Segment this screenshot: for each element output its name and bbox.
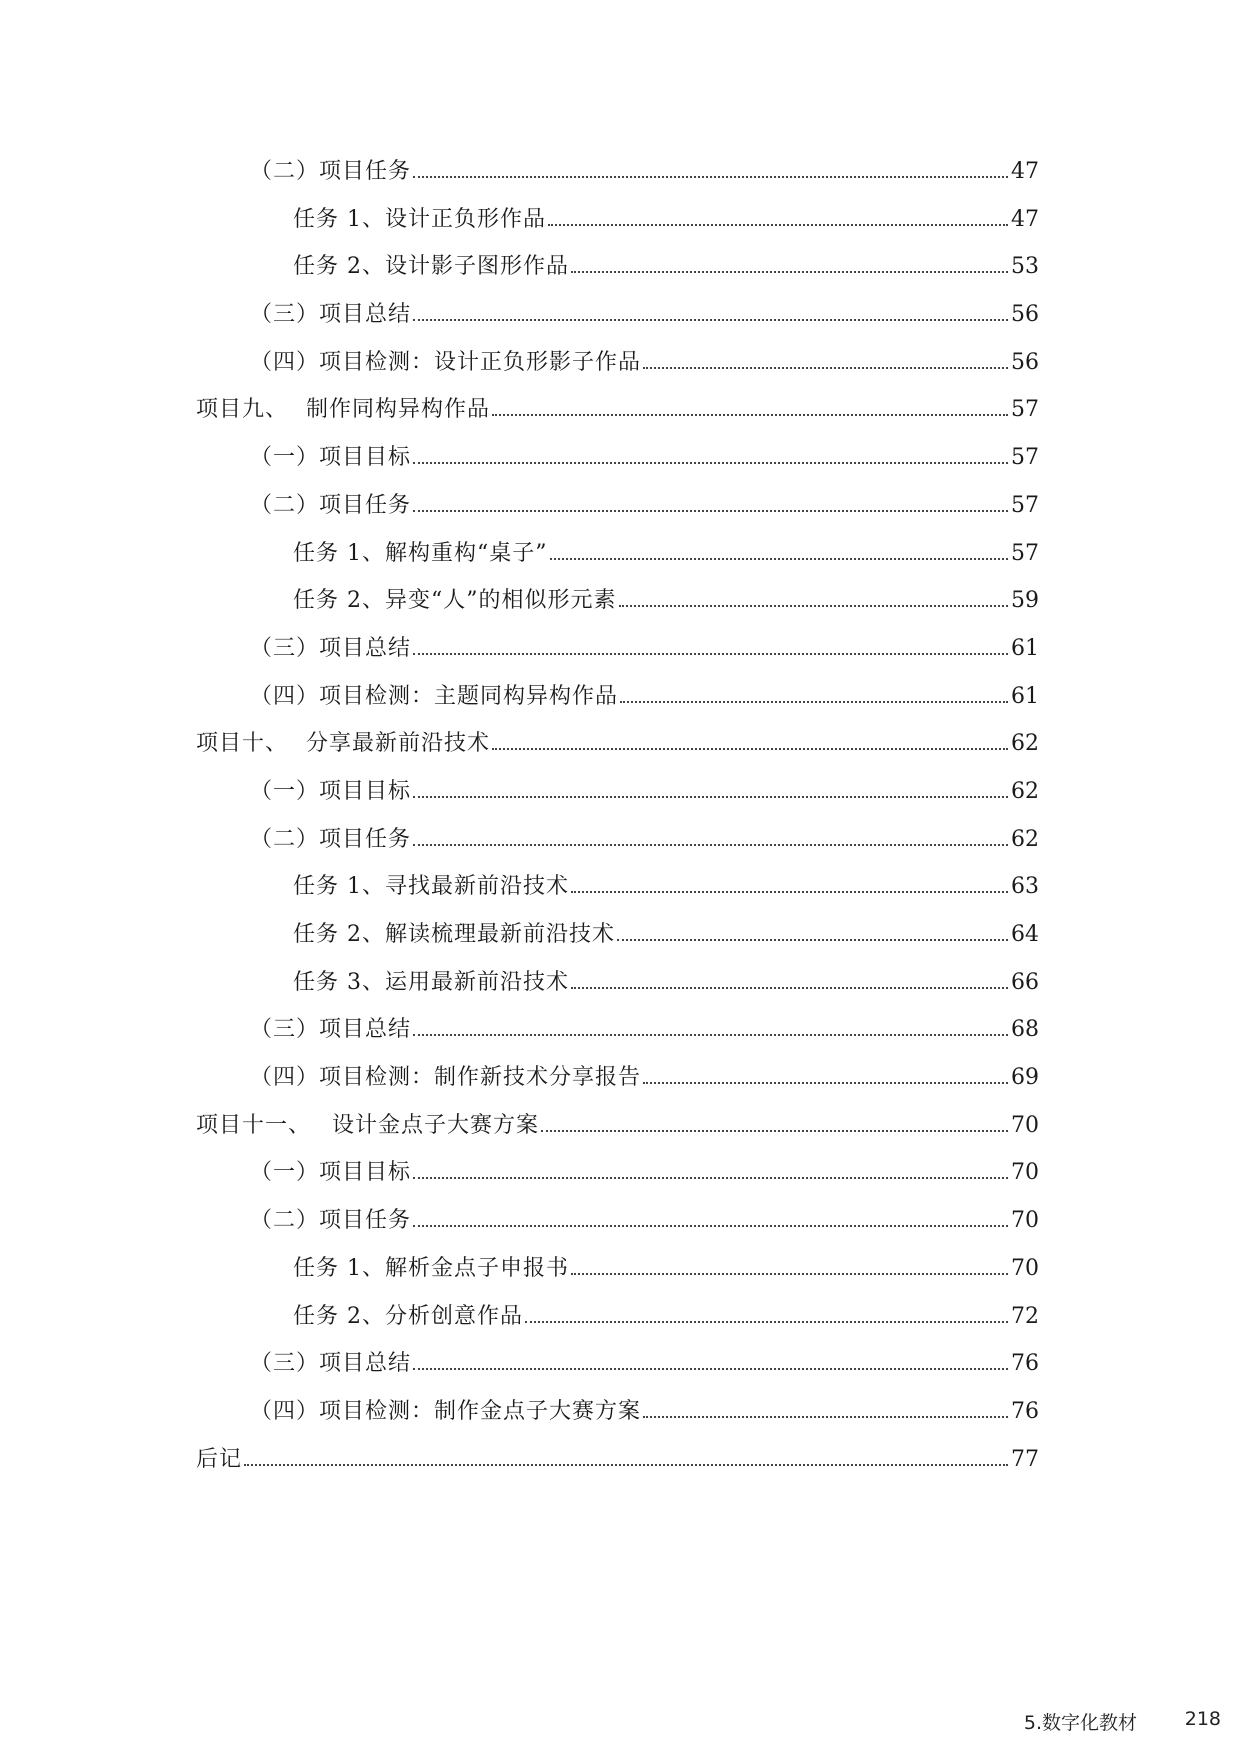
- toc-entry-title: [293, 1299, 523, 1330]
- toc-entry-title: [250, 631, 411, 662]
- toc-entry-number: 项目十一、: [196, 1112, 312, 1138]
- toc-entry-label: 项目目标: [319, 1160, 412, 1186]
- toc-entry-page: 53: [1011, 254, 1039, 280]
- toc-entry-page: 56: [1011, 302, 1039, 328]
- toc-entry-page: 59: [1011, 588, 1039, 614]
- toc-entry-title: [293, 965, 569, 996]
- toc-entry-label: 项目总结: [319, 302, 412, 328]
- toc-entry[interactable]: [196, 1012, 1039, 1060]
- toc-entry[interactable]: [196, 822, 1039, 870]
- toc-entry-label: 项目任务: [319, 826, 412, 852]
- toc-entry-label: 项目检测：制作新技术分享报告: [319, 1065, 642, 1091]
- dot-leader: [413, 510, 1008, 512]
- toc-entry-page: 70: [1011, 1255, 1039, 1281]
- page-footer: [0, 1708, 1240, 1738]
- toc-entry-number: （三）: [250, 1017, 320, 1043]
- toc-entry-label: 项目任务: [319, 159, 412, 184]
- footer-page-number: 218: [1184, 1708, 1221, 1730]
- toc-entry-label: 任务 2、异变“人”的相似形元素: [293, 588, 617, 614]
- toc-entry[interactable]: [196, 917, 1039, 965]
- toc-entry[interactable]: [196, 1442, 1039, 1490]
- toc-entry-page: 47: [1011, 159, 1039, 184]
- toc-entry-title: [250, 1060, 641, 1091]
- toc-entry-number: （三）: [250, 1351, 320, 1377]
- toc-entry-label: 项目总结: [319, 635, 412, 661]
- toc-entry-title: [293, 1251, 569, 1282]
- toc-entry[interactable]: [196, 488, 1039, 536]
- toc-entry-page: 68: [1011, 1017, 1039, 1043]
- toc-entry-label: 项目任务: [319, 492, 412, 518]
- toc-entry-label: 项目总结: [319, 1351, 412, 1377]
- toc-entry-title: [196, 1442, 242, 1473]
- toc-entry-title: [250, 297, 411, 328]
- toc-entry[interactable]: [196, 440, 1039, 488]
- toc-entry-number: （一）: [250, 445, 320, 471]
- toc-entry-page: 57: [1011, 397, 1039, 423]
- toc-entry-title: [293, 583, 617, 614]
- toc-entry-label: 设计金点子大赛方案: [332, 1112, 540, 1138]
- toc-entry-title: [250, 1346, 411, 1377]
- toc-entry[interactable]: [196, 774, 1039, 822]
- toc-entry-title: [293, 202, 546, 233]
- toc-entry-label: 任务 2、解读梳理最新前沿技术: [293, 922, 615, 947]
- toc-entry-label: 任务 3、运用最新前沿技术: [293, 969, 569, 995]
- toc-entry-title: [293, 536, 548, 567]
- toc-entry-title: [196, 726, 490, 757]
- toc-entry[interactable]: [196, 1108, 1039, 1156]
- dot-leader: [413, 1177, 1008, 1179]
- dot-leader: [492, 414, 1008, 416]
- toc-entry-label: 项目检测：制作金点子大赛方案: [319, 1398, 642, 1424]
- toc-entry-page: 70: [1011, 1160, 1039, 1186]
- dot-leader: [643, 367, 1008, 369]
- toc-entry-page: 69: [1011, 1065, 1039, 1091]
- toc-entry-page: 66: [1011, 969, 1039, 995]
- toc-entry[interactable]: [196, 202, 1039, 250]
- dot-leader: [548, 224, 1008, 226]
- dot-leader: [643, 1416, 1008, 1418]
- toc-entry-page: 57: [1011, 445, 1039, 471]
- toc-entry[interactable]: [196, 249, 1039, 297]
- toc-entry[interactable]: [196, 1394, 1039, 1442]
- dot-leader: [413, 176, 1008, 178]
- dot-leader: [413, 1225, 1008, 1227]
- toc-entry[interactable]: [196, 154, 1039, 202]
- dot-leader: [571, 1273, 1008, 1275]
- toc-entry[interactable]: [196, 965, 1039, 1013]
- toc-entry-label: 任务 1、解析金点子申报书: [293, 1255, 569, 1281]
- toc-entry-title: [250, 822, 411, 853]
- toc-entry-label: 任务 2、分析创意作品: [293, 1303, 523, 1329]
- dot-leader: [413, 653, 1008, 655]
- toc-entry-page: 63: [1011, 874, 1039, 900]
- toc-entry-page: 61: [1011, 635, 1039, 661]
- toc-entry-number: （四）: [250, 683, 320, 709]
- toc-entry-page: 70: [1011, 1208, 1039, 1234]
- toc-entry-title: [250, 488, 411, 519]
- dot-leader: [571, 271, 1008, 273]
- toc-entry-label: 项目检测：主题同构异构作品: [319, 683, 619, 709]
- dot-leader: [413, 319, 1008, 321]
- toc-entry-page: 76: [1011, 1351, 1039, 1377]
- toc-entry-title: [250, 1155, 411, 1186]
- toc-entry[interactable]: [196, 1060, 1039, 1108]
- toc-entry[interactable]: [196, 392, 1039, 440]
- dot-leader: [525, 1321, 1008, 1323]
- dot-leader: [550, 558, 1009, 560]
- toc-entry[interactable]: [196, 726, 1039, 774]
- toc-entry-title: [250, 345, 641, 376]
- toc-entry[interactable]: [196, 297, 1039, 345]
- toc-entry-page: 77: [1011, 1446, 1039, 1472]
- dot-leader: [413, 1368, 1008, 1370]
- toc-entry-title: [250, 774, 411, 805]
- toc-entry[interactable]: [196, 1299, 1039, 1347]
- toc-entry-title: [250, 154, 411, 185]
- toc-entry-label: 任务 1、寻找最新前沿技术: [293, 874, 569, 900]
- toc-entry-page: 56: [1011, 349, 1039, 375]
- toc-entry-page: 61: [1011, 683, 1039, 709]
- toc-entry[interactable]: [196, 345, 1039, 393]
- toc-entry-page: 76: [1011, 1398, 1039, 1424]
- toc-entry[interactable]: [196, 536, 1039, 584]
- toc-entry-label: 项目目标: [319, 445, 412, 471]
- toc-entry-title: [250, 679, 618, 710]
- dot-leader: [571, 987, 1008, 989]
- toc-entry-title: [293, 869, 569, 900]
- toc-entry-page: 57: [1011, 540, 1039, 566]
- toc-entry-number: 项目十、: [196, 731, 289, 757]
- toc-entry-page: 70: [1011, 1112, 1039, 1138]
- toc-entry-label: 任务 1、解构重构“桌子”: [293, 540, 548, 566]
- dot-leader: [619, 605, 1009, 607]
- toc-entry-number: （三）: [250, 302, 320, 328]
- toc-entry-title: [196, 392, 490, 423]
- toc-entry[interactable]: [196, 1251, 1039, 1299]
- toc-entry-page: 62: [1011, 826, 1039, 852]
- toc-entry-label: 项目总结: [319, 1017, 412, 1043]
- toc-entry-label: 后记: [196, 1446, 243, 1472]
- toc-entry-page: 62: [1011, 778, 1039, 804]
- toc-entry-page: 72: [1011, 1303, 1039, 1329]
- dot-leader: [492, 748, 1008, 750]
- toc-entry-number: （四）: [250, 1065, 320, 1091]
- toc-entry-title: [293, 249, 569, 280]
- toc-entry-label: 任务 1、设计正负形作品: [293, 206, 546, 232]
- toc-entry-label: 项目任务: [319, 1208, 412, 1234]
- dot-leader: [541, 1130, 1008, 1132]
- toc-entry-label: 分享最新前沿技术: [306, 731, 491, 757]
- dot-leader: [244, 1464, 1008, 1466]
- footer-label: 5.数字化教材: [1023, 1712, 1137, 1734]
- toc-entry-title: [250, 1394, 641, 1425]
- dot-leader: [413, 462, 1008, 464]
- toc-entry-number: （四）: [250, 349, 320, 375]
- toc-entry-label: 制作同构异构作品: [306, 397, 491, 423]
- dot-leader: [620, 701, 1008, 703]
- table-of-contents: [196, 154, 1039, 1489]
- toc-entry-title: [250, 1203, 411, 1234]
- toc-entry-number: （二）: [250, 826, 320, 852]
- toc-entry-title: [250, 1012, 411, 1043]
- toc-entry-number: （四）: [250, 1398, 320, 1424]
- toc-entry-page: 47: [1011, 206, 1039, 232]
- toc-entry-page: 64: [1011, 922, 1039, 947]
- toc-entry[interactable]: [196, 1346, 1039, 1394]
- toc-entry[interactable]: [196, 1155, 1039, 1203]
- toc-entry-number: （一）: [250, 1160, 320, 1186]
- dot-leader: [413, 796, 1008, 798]
- dot-leader: [617, 939, 1008, 941]
- toc-entry[interactable]: [196, 869, 1039, 917]
- dot-leader: [643, 1082, 1008, 1084]
- toc-entry-number: （二）: [250, 159, 320, 184]
- dot-leader: [413, 844, 1008, 846]
- toc-entry-page: 57: [1011, 492, 1039, 518]
- toc-entry-title: [293, 917, 615, 948]
- dot-leader: [571, 891, 1008, 893]
- toc-entry-label: 项目目标: [319, 778, 412, 804]
- toc-entry[interactable]: [196, 583, 1039, 631]
- toc-entry-number: （二）: [250, 492, 320, 518]
- toc-entry-label: 项目检测：设计正负形影子作品: [319, 349, 642, 375]
- toc-entry[interactable]: [196, 1203, 1039, 1251]
- toc-entry-title: [250, 440, 411, 471]
- toc-entry-number: （一）: [250, 778, 320, 804]
- toc-entry-title: [196, 1108, 539, 1139]
- toc-entry-page: 62: [1011, 731, 1039, 757]
- dot-leader: [413, 1034, 1008, 1036]
- toc-entry-number: （二）: [250, 1208, 320, 1234]
- toc-entry-number: （三）: [250, 635, 320, 661]
- toc-entry[interactable]: [196, 679, 1039, 727]
- toc-entry-label: 任务 2、设计影子图形作品: [293, 254, 569, 280]
- toc-entry[interactable]: [196, 631, 1039, 679]
- toc-entry-number: 项目九、: [196, 397, 289, 423]
